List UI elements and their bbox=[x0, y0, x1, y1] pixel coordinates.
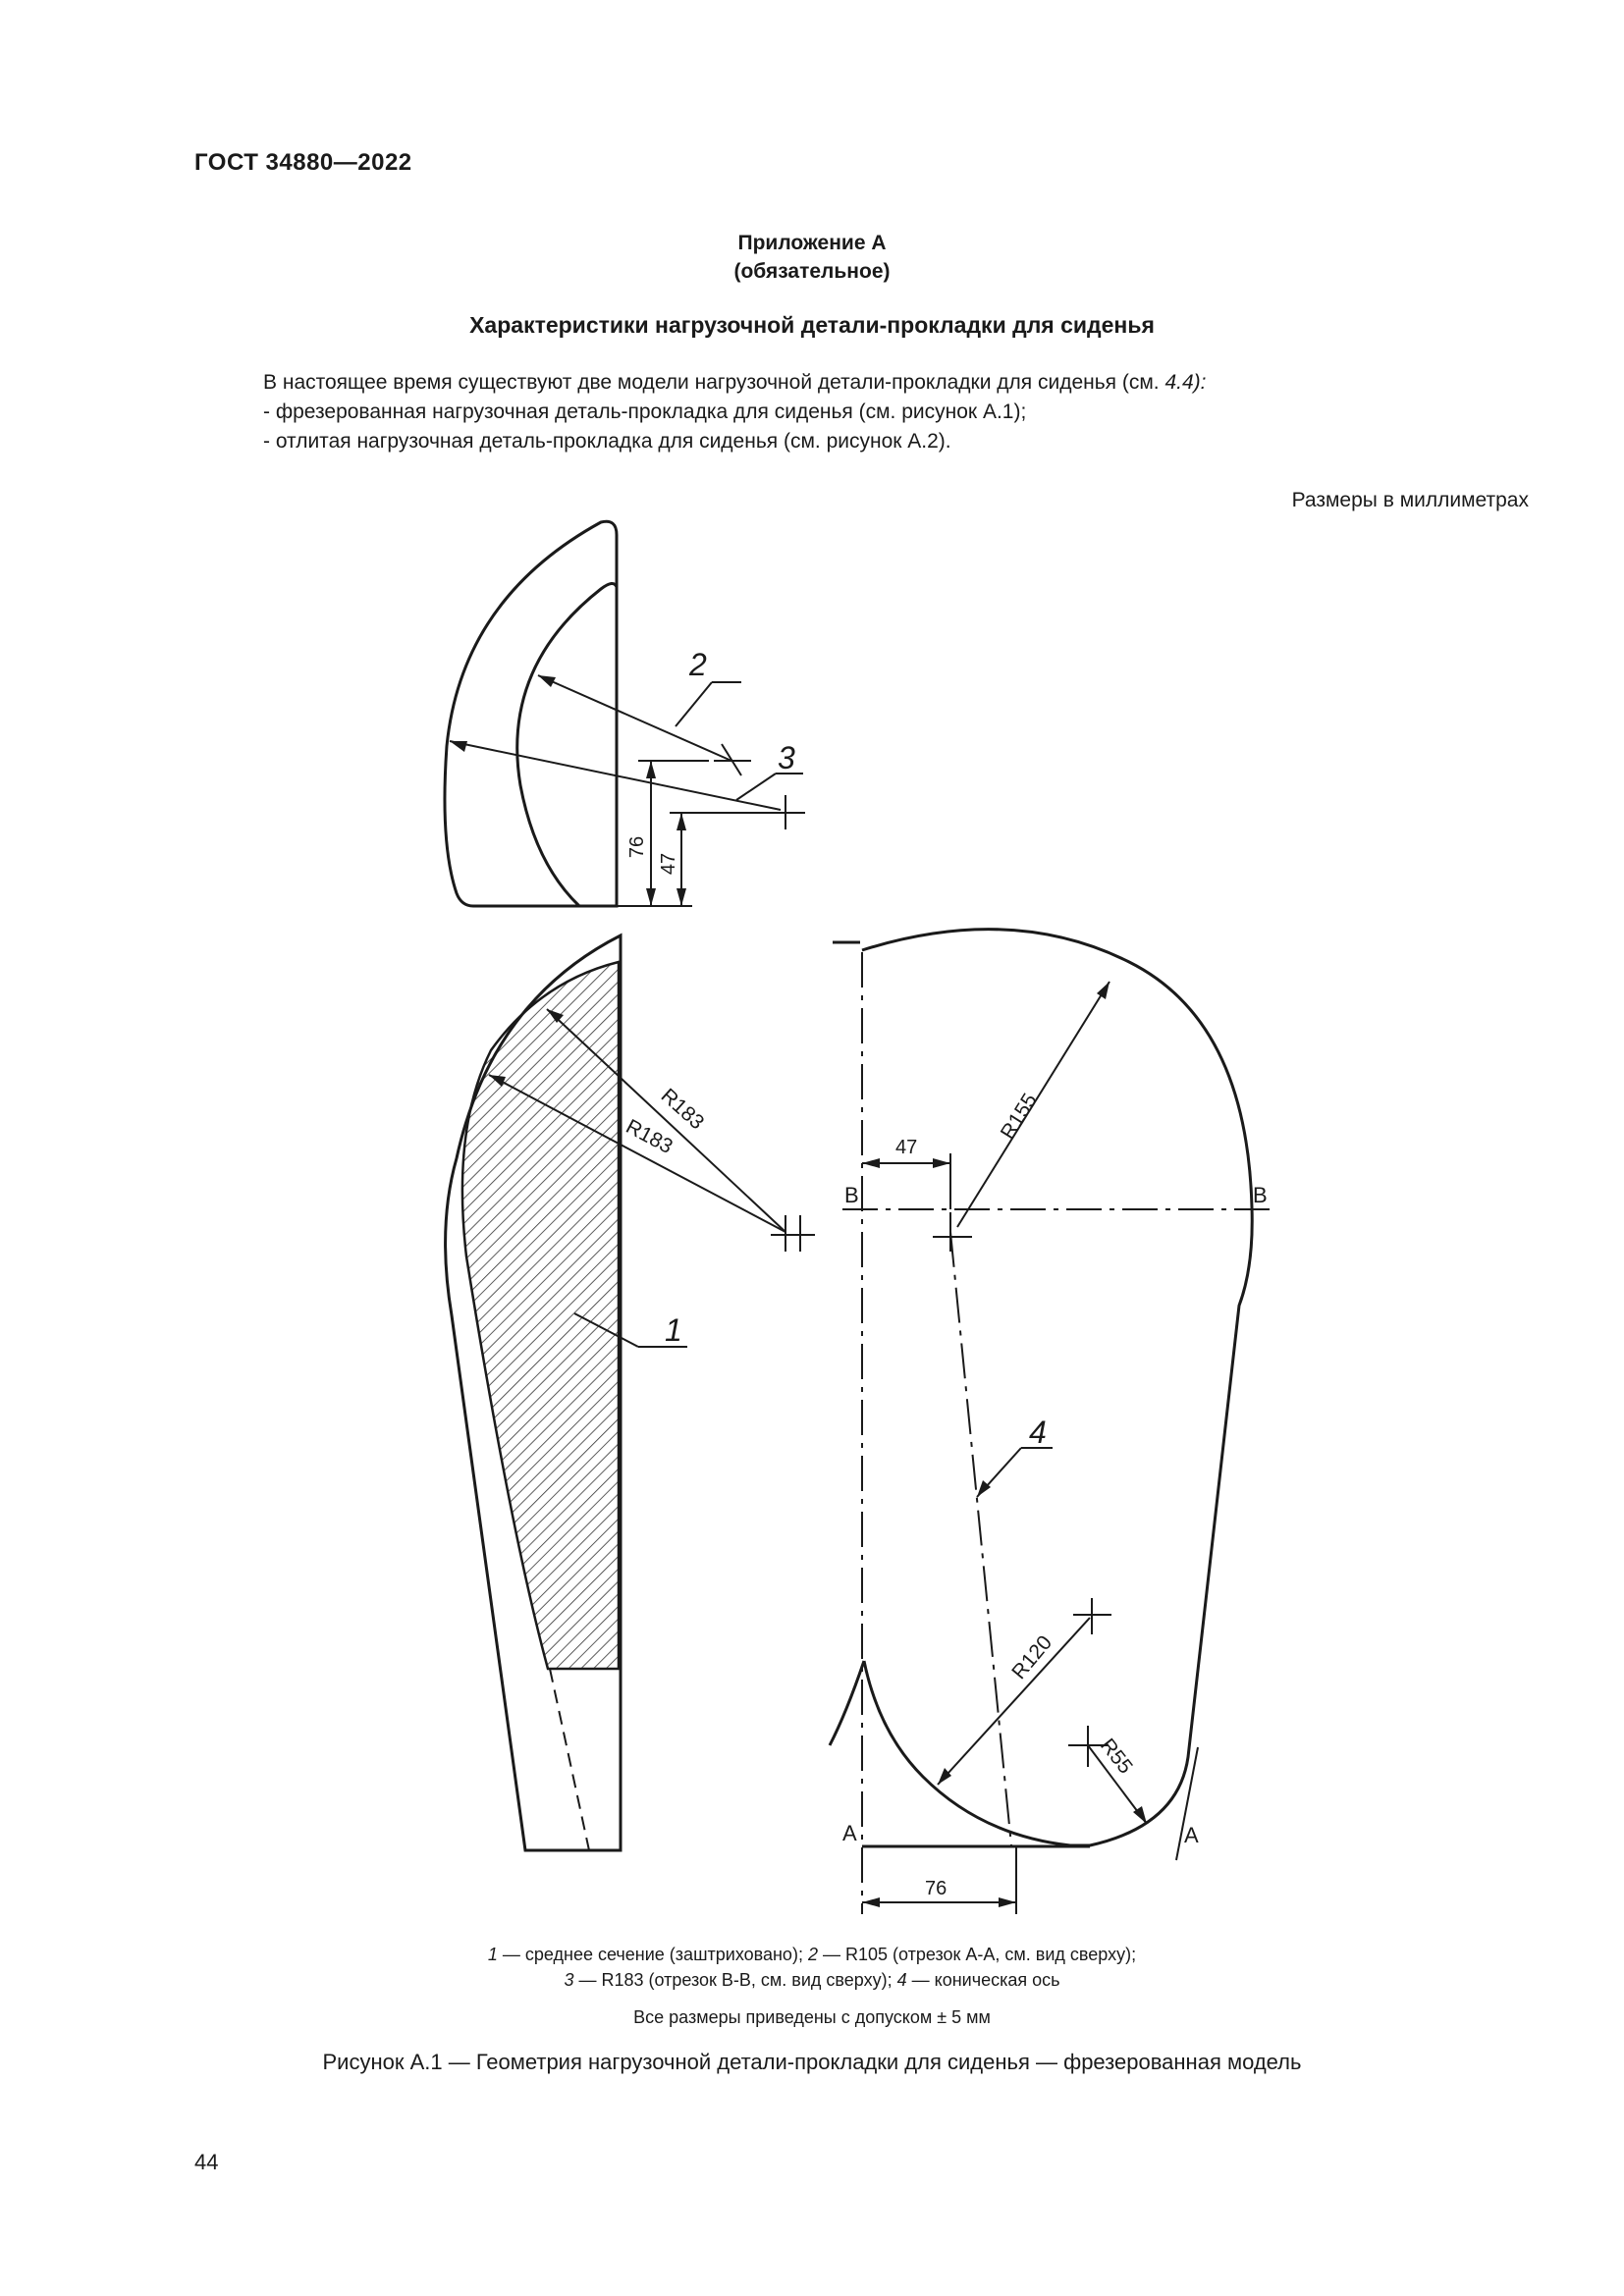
r120-leader bbox=[938, 1598, 1111, 1785]
document-header: ГОСТ 34880—2022 bbox=[194, 149, 412, 176]
legend-num-2: 2 bbox=[807, 1945, 818, 1964]
intro-ref: 4.4): bbox=[1164, 371, 1207, 394]
side-view bbox=[446, 935, 815, 1850]
legend-num-4: 4 bbox=[896, 1970, 907, 1990]
callout-1: 1 bbox=[665, 1312, 682, 1348]
section-mark-b-right: B bbox=[1253, 1183, 1268, 1207]
dim-r120: R120 bbox=[1007, 1630, 1057, 1684]
units-note: Размеры в миллиметрах bbox=[1291, 489, 1529, 511]
dim-top-76: 76 bbox=[626, 835, 648, 859]
legend-num-1: 1 bbox=[487, 1945, 498, 1964]
dim-side-r183-upper: R183 bbox=[656, 1084, 709, 1135]
top-dim-lines bbox=[617, 761, 768, 906]
intro-line-text: В настоящее время существуют две модели нагрузочной детали-прокладки для сиденья (см. bbox=[263, 371, 1165, 394]
dim-bottom-76: 76 bbox=[925, 1878, 947, 1899]
top-view-inner-arc bbox=[517, 583, 617, 906]
legend-text-3: — R183 (отрезок В-В, см. вид сверху); bbox=[573, 1970, 897, 1990]
legend-line-2 bbox=[0, 1970, 1624, 1991]
callout-4: 4 bbox=[1029, 1415, 1047, 1450]
dim-top-47: 47 bbox=[658, 852, 679, 876]
dim-offset-47: 47 bbox=[895, 1137, 918, 1158]
section-mark-b-left: B bbox=[844, 1183, 859, 1207]
leader-4 bbox=[977, 1448, 1053, 1497]
legend-text-1: — среднее сечение (заштриховано); bbox=[497, 1945, 808, 1964]
leader-3 bbox=[450, 741, 803, 810]
section-mark-a-right: A bbox=[1184, 1823, 1199, 1847]
intro-item-cast: - отлитая нагрузочная деталь-прокладка для сиденья (см. рисунок А.2). bbox=[263, 430, 951, 453]
legend-line-1 bbox=[0, 1945, 1624, 1965]
dim-r155: R155 bbox=[996, 1089, 1042, 1144]
center-mark-2 bbox=[714, 744, 751, 775]
top-view-outer-contour bbox=[445, 521, 617, 906]
offset-47-dim bbox=[862, 1153, 950, 1209]
section-title: Характеристики нагрузочной детали-прокладки для сиденья bbox=[469, 312, 1155, 338]
leader-2 bbox=[538, 675, 741, 761]
section-mark-a-left: A bbox=[842, 1821, 857, 1845]
intro-item-milled: - фрезерованная нагрузочная деталь-прокладка для сиденья (см. рисунок А.1); bbox=[263, 400, 1027, 423]
page-number: 44 bbox=[194, 2150, 219, 2174]
legend-text-2: — R105 (отрезок А-А, см. вид сверху); bbox=[817, 1945, 1137, 1964]
annex-title: Приложение А bbox=[737, 232, 887, 254]
conical-axis bbox=[950, 1232, 1011, 1845]
tolerance-note: Все размеры приведены с допуском ± 5 мм bbox=[633, 2007, 991, 2027]
front-left-notch bbox=[830, 1661, 864, 1745]
top-view bbox=[445, 521, 805, 906]
callout-2: 2 bbox=[689, 647, 707, 682]
callout-3: 3 bbox=[778, 740, 795, 775]
dim-r55: R55 bbox=[1096, 1734, 1137, 1779]
annex-status: (обязательное) bbox=[733, 260, 891, 283]
figure-caption: Рисунок А.1 — Геометрия нагрузочной детали-прокладки для сиденья — фрезерованная модель bbox=[322, 2050, 1302, 2074]
dim-side-r183-lower: R183 bbox=[622, 1115, 677, 1158]
side-hidden-line bbox=[550, 1669, 589, 1850]
legend-num-3: 3 bbox=[564, 1970, 574, 1990]
center-mark-3 bbox=[768, 795, 805, 829]
legend-text-4: — коническая ось bbox=[906, 1970, 1060, 1990]
front-view bbox=[830, 930, 1276, 1914]
